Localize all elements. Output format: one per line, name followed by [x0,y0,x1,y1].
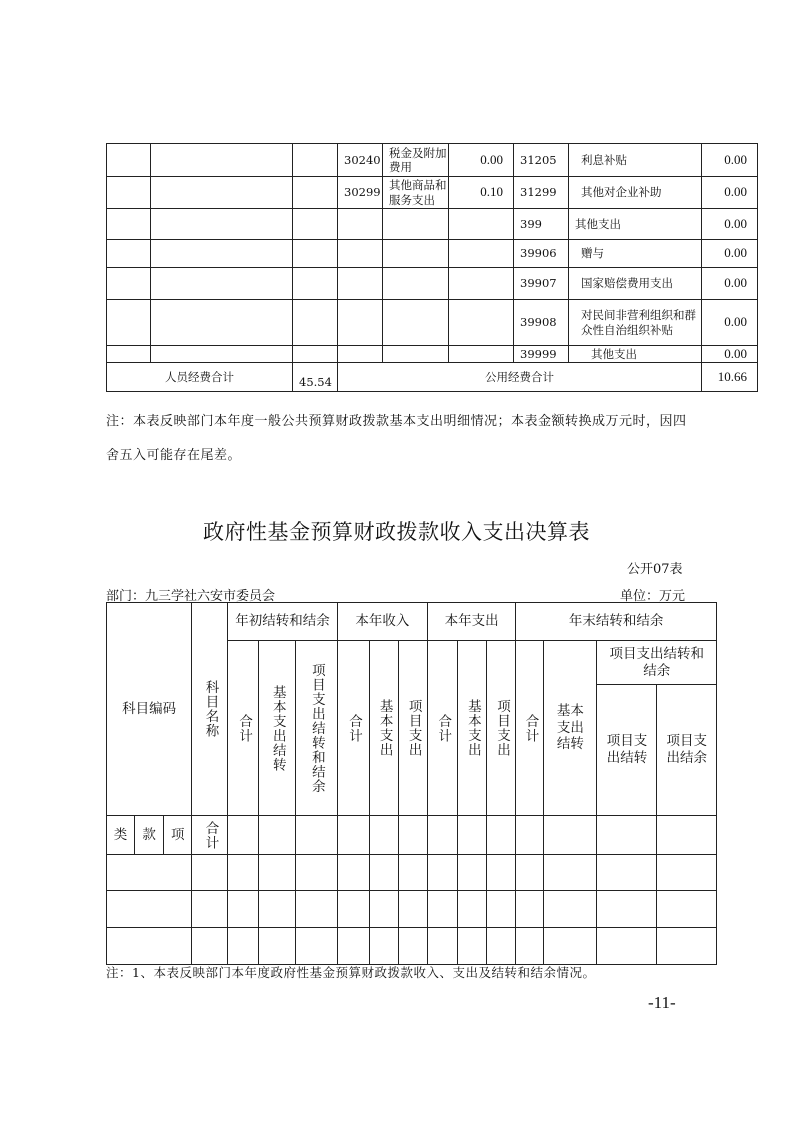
header-income-project: 项目支出 [398,641,427,816]
page-title: 政府性基金预算财政拨款收入支出决算表 [203,520,590,544]
government-fund-table [106,602,717,965]
header-expense-basic: 基本支出 [458,641,487,816]
header-total: 合计 [228,641,259,816]
table-row [107,855,717,891]
header-total-row: 合计 [192,816,228,855]
public-total-label: 公用经费合计 [338,363,702,392]
header-basic-carry: 基本支出结转 [259,641,295,816]
header-project-carry-balance: 项目支出结转和结余 [295,641,337,816]
basic-expense-detail-table [106,143,758,392]
public-total-value: 10.66 [702,363,758,392]
header-kuan: 款 [135,816,164,855]
table-row: 30299 其他商品和服务支出 0.10 31299 其他对企业补助 0.00 [107,177,758,209]
table-row: 39999 其他支出 0.00 [107,346,758,363]
header-end-project-balance: 项目支出结余 [666,733,707,766]
header-end-project-carry-balance: 项目支出结转和结余 [597,641,716,685]
header-lei: 类 [107,816,135,855]
note-line-2: 舍五入可能存在尾差。 [106,448,242,463]
header-end-project-carry: 项目支出结转 [597,685,657,815]
table-row: 30240 税金及附加费用 0.00 31205 利息补贴 0.00 [107,144,758,177]
header-expense: 本年支出 [427,603,515,641]
header-subject-name: 科目名称 [192,603,228,816]
personnel-total-label: 人员经费合计 [107,363,293,392]
header-income-basic: 基本支出 [369,641,398,816]
note-line-1: 注：本表反映部门本年度一般公共预算财政拨款基本支出明细情况；本表金额转换成万元时，因四 [106,414,687,429]
table-row: 39907 国家赔偿费用支出 0.00 [107,268,758,300]
header-begin-balance: 年初结转和结余 [228,603,337,641]
table-row: 39906 赠与 0.00 [107,240,758,268]
note-2: 注：1、本表反映部门本年度政府性基金预算财政拨款收入、支出及结转和结余情况。 [106,965,596,980]
header-end-project-group [597,641,717,816]
personnel-total-value: 45.54 [293,363,338,392]
header-expense-total: 合计 [427,641,457,816]
header-expense-project: 项目支出 [487,641,516,816]
header-end-total: 合计 [516,641,544,816]
table-row [107,928,717,965]
header-end-balance: 年末结转和结余 [516,603,717,641]
header-income-total: 合计 [337,641,369,816]
unit-label: 单位：万元 [620,589,686,604]
header-subject-code: 科目编码 [107,603,192,816]
table-row: 399 其他支出 0.00 [107,209,758,240]
header-income: 本年收入 [337,603,427,641]
table-row: 39908 对民间非营利组织和群众性自治组织补贴 0.00 [107,300,758,346]
header-end-basic-carry: 基本支出结转 [544,641,597,816]
header-xiang: 项 [164,816,192,855]
table-row [107,891,717,928]
totals-row [107,363,758,392]
department-label: 部门：九三学社六安市委员会 [106,589,276,604]
table-code: 公开07表 [627,562,683,577]
page-number: -11- [648,993,676,1012]
